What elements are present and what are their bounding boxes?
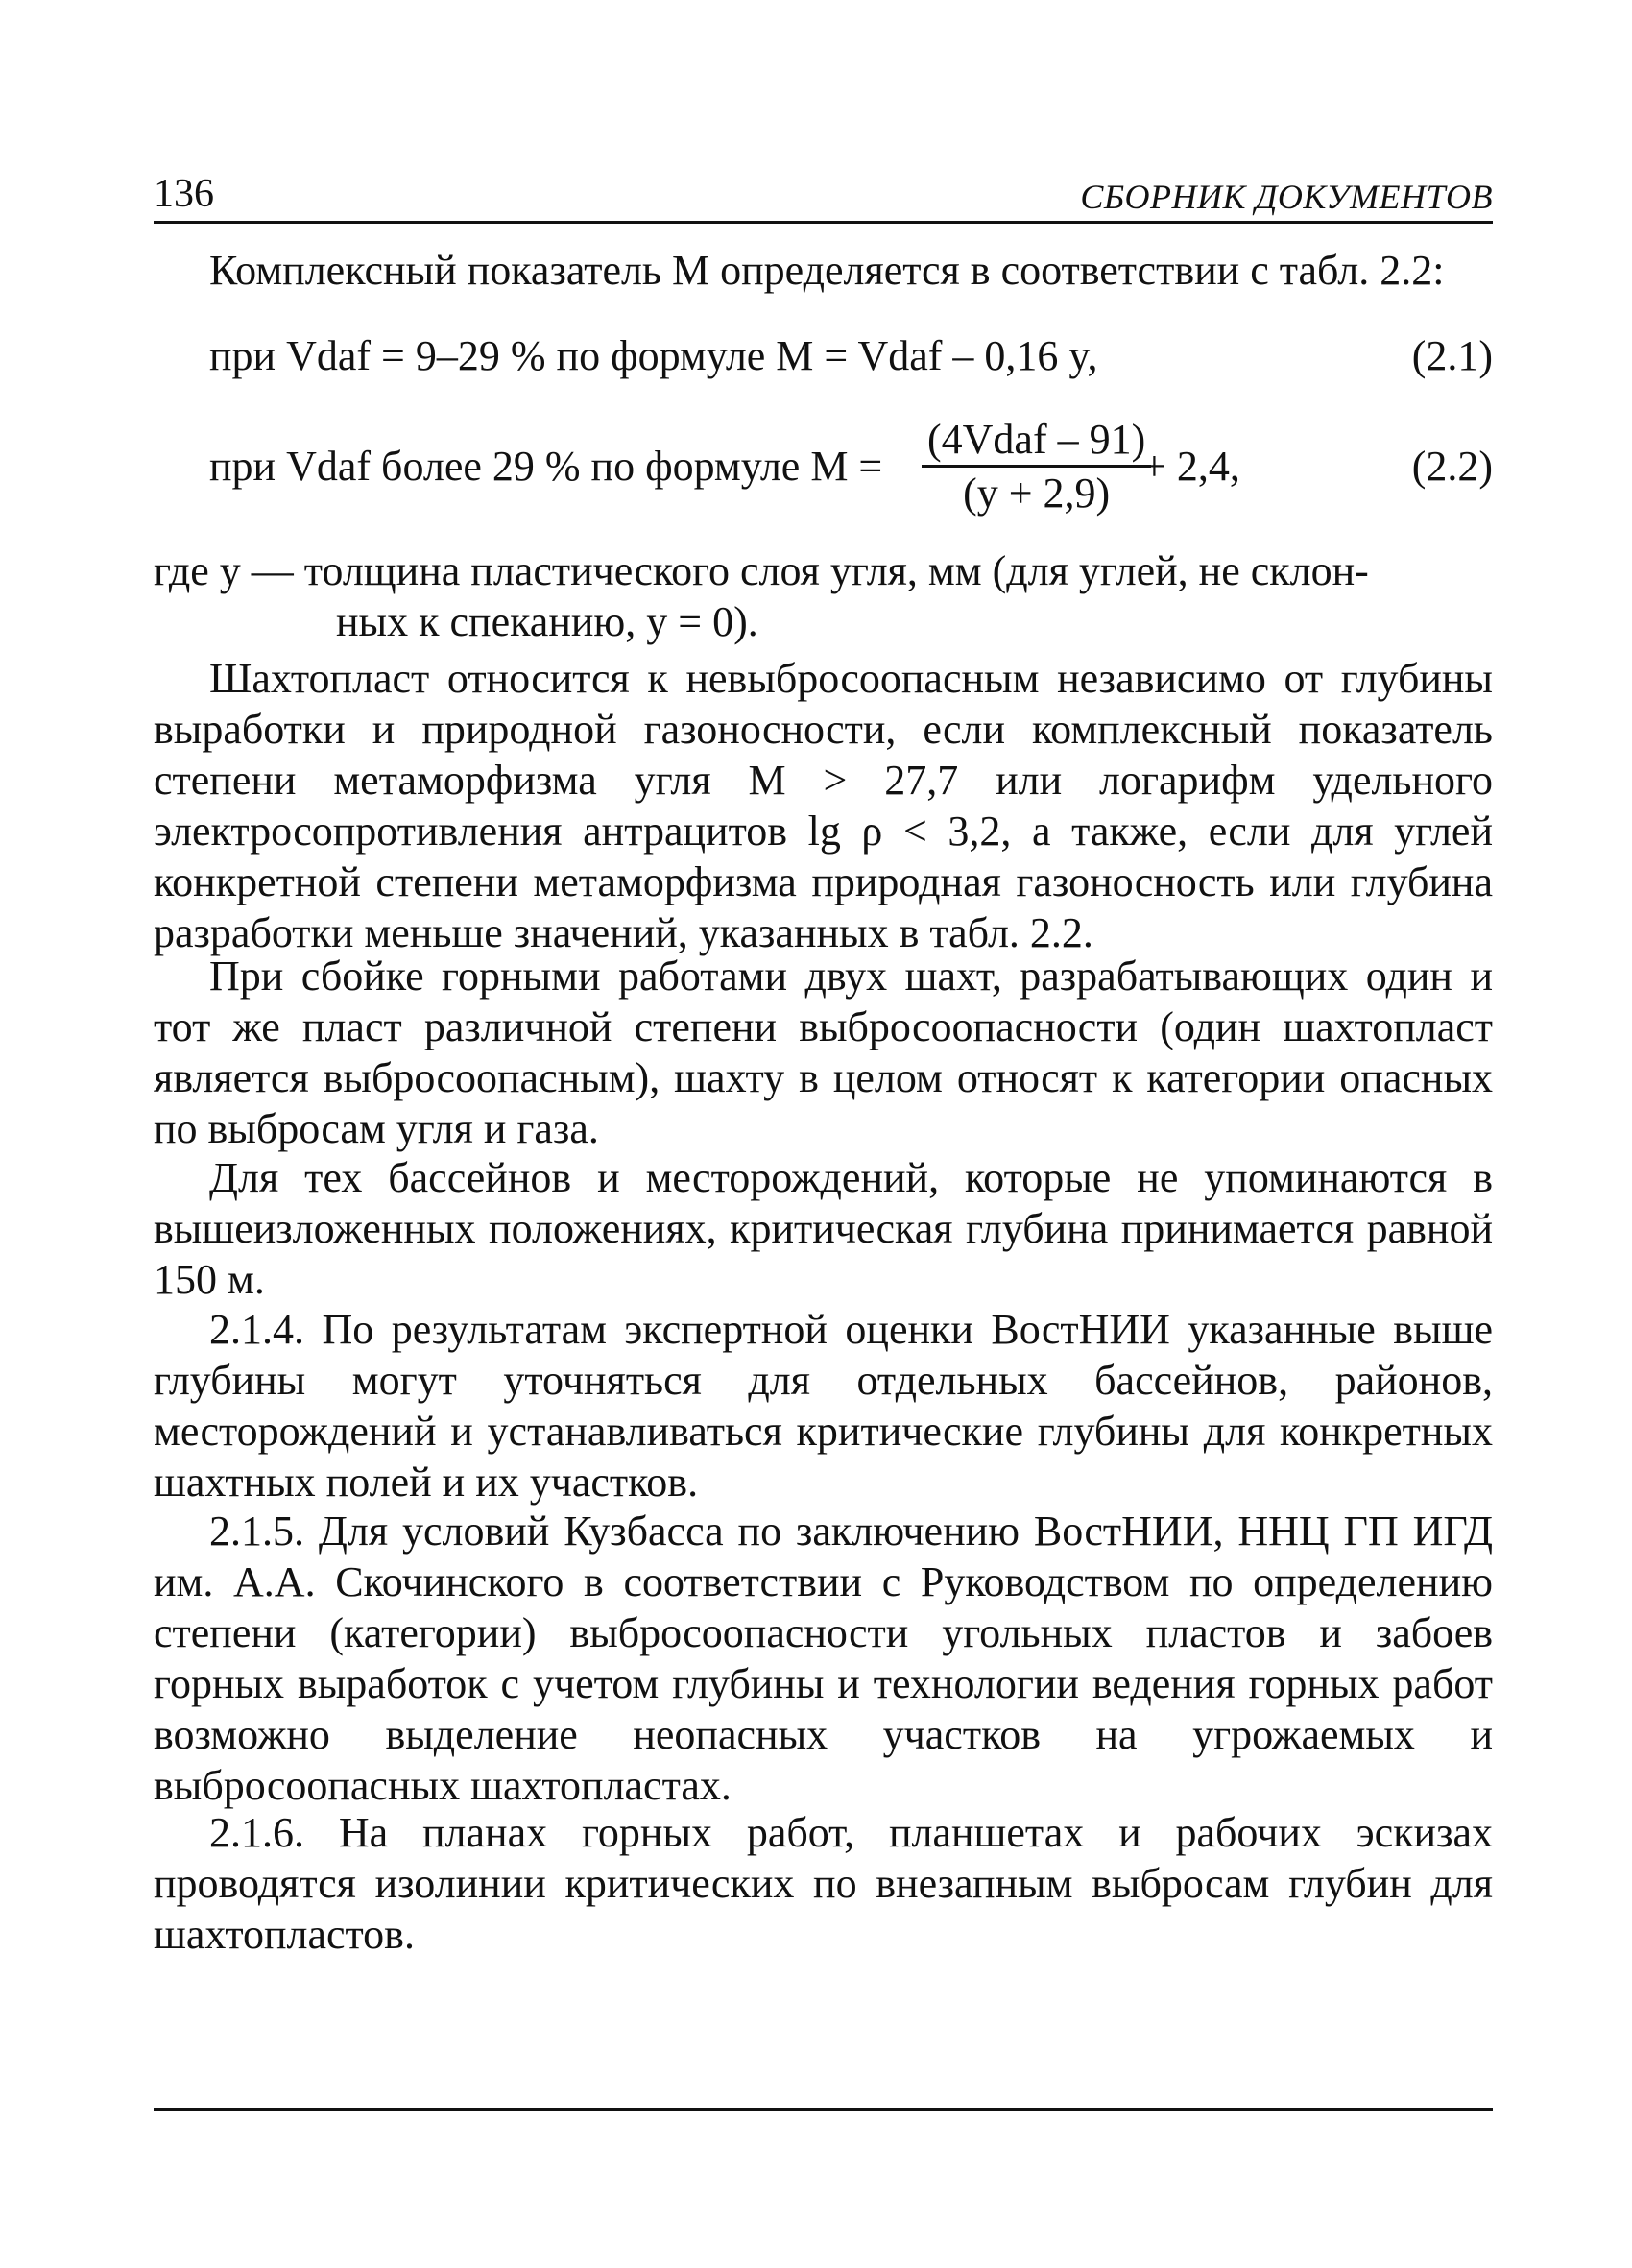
formula-2-2-fraction [922, 415, 1151, 519]
fraction-numerator: (4Vdaf – 91) [922, 415, 1151, 468]
paragraph-2-1-4: 2.1.4. По результатам экспертной оценки ВостНИИ указанные выше глубины могут уточняться для отдельных бассейнов, районов, месторождений и устанавливаться критические глубины для конкретных шахтных полей и их участков. [154, 1306, 1493, 1506]
formula-2-1: при Vdaf = 9–29 % по формуле M = Vdaf – 0,16 y, [209, 332, 1098, 379]
running-title: СБОРНИК ДОКУМЕНТОВ [1080, 178, 1493, 216]
footer-rule [154, 2108, 1493, 2111]
paragraph-other-basins: Для тех бассейнов и месторождений, которые не упоминаются в вышеизложенных положениях, критическая глубина принимается равной 150 м. [154, 1154, 1493, 1303]
paragraph-classification: Шахтопласт относится к невыбросоопасным независимо от глубины выработки и природной газоносности, если комплексный показатель степени метаморфизма угля M > 27,7 или логарифм удельного электросопротивления антрацитов lg ρ < 3,2, а также, если для углей конкретной степени метаморфизма природная газоносность или глубина разработки меньше значений, указанных в табл. 2.2. [154, 655, 1493, 956]
paragraph-2-1-5: 2.1.5. Для условий Кузбасса по заключению ВостНИИ, ННЦ ГП ИГД им. А.А. Скочинского в соответствии с Руководством по определению степени (категории) выбросоопасности угольных пластов и забоев горных выработок с учетом глубины и технологии ведения горных работ возможно выделение неопасных участков на угрожаемых и выбросоопасных шахтопластах. [154, 1508, 1493, 1809]
page-number: 136 [154, 172, 214, 216]
formula-2-2-suffix: + 2,4, [1142, 443, 1240, 490]
where-line-1: где y — толщина пластического слоя угля, мм (для углей, не склон- [154, 547, 1369, 594]
fraction-denominator: (y + 2,9) [963, 470, 1111, 517]
intro-line: Комплексный показатель М определяется в соответствии с табл. 2.2: [209, 247, 1445, 294]
where-line-2: ных к спеканию, y = 0). [336, 598, 758, 645]
page-header [154, 165, 1493, 224]
paragraph-2-1-6: 2.1.6. На планах горных работ, планшетах и рабочих эскизах проводятся изолинии критических по внезапным выбросам глубин для шахтопластов. [154, 1809, 1493, 1958]
formula-2-2-prefix: при Vdaf более 29 % по формуле M = [209, 443, 883, 490]
formula-2-1-number: (2.1) [1411, 332, 1493, 379]
paragraph-junction: При сбойке горными работами двух шахт, разрабатывающих один и тот же пласт различной степени выбросоопасности (один шахтопласт является выбросоопасным), шахту в целом относят к категории опасных по выбросам угля и газа. [154, 953, 1493, 1152]
formula-2-2-number: (2.2) [1411, 443, 1493, 490]
